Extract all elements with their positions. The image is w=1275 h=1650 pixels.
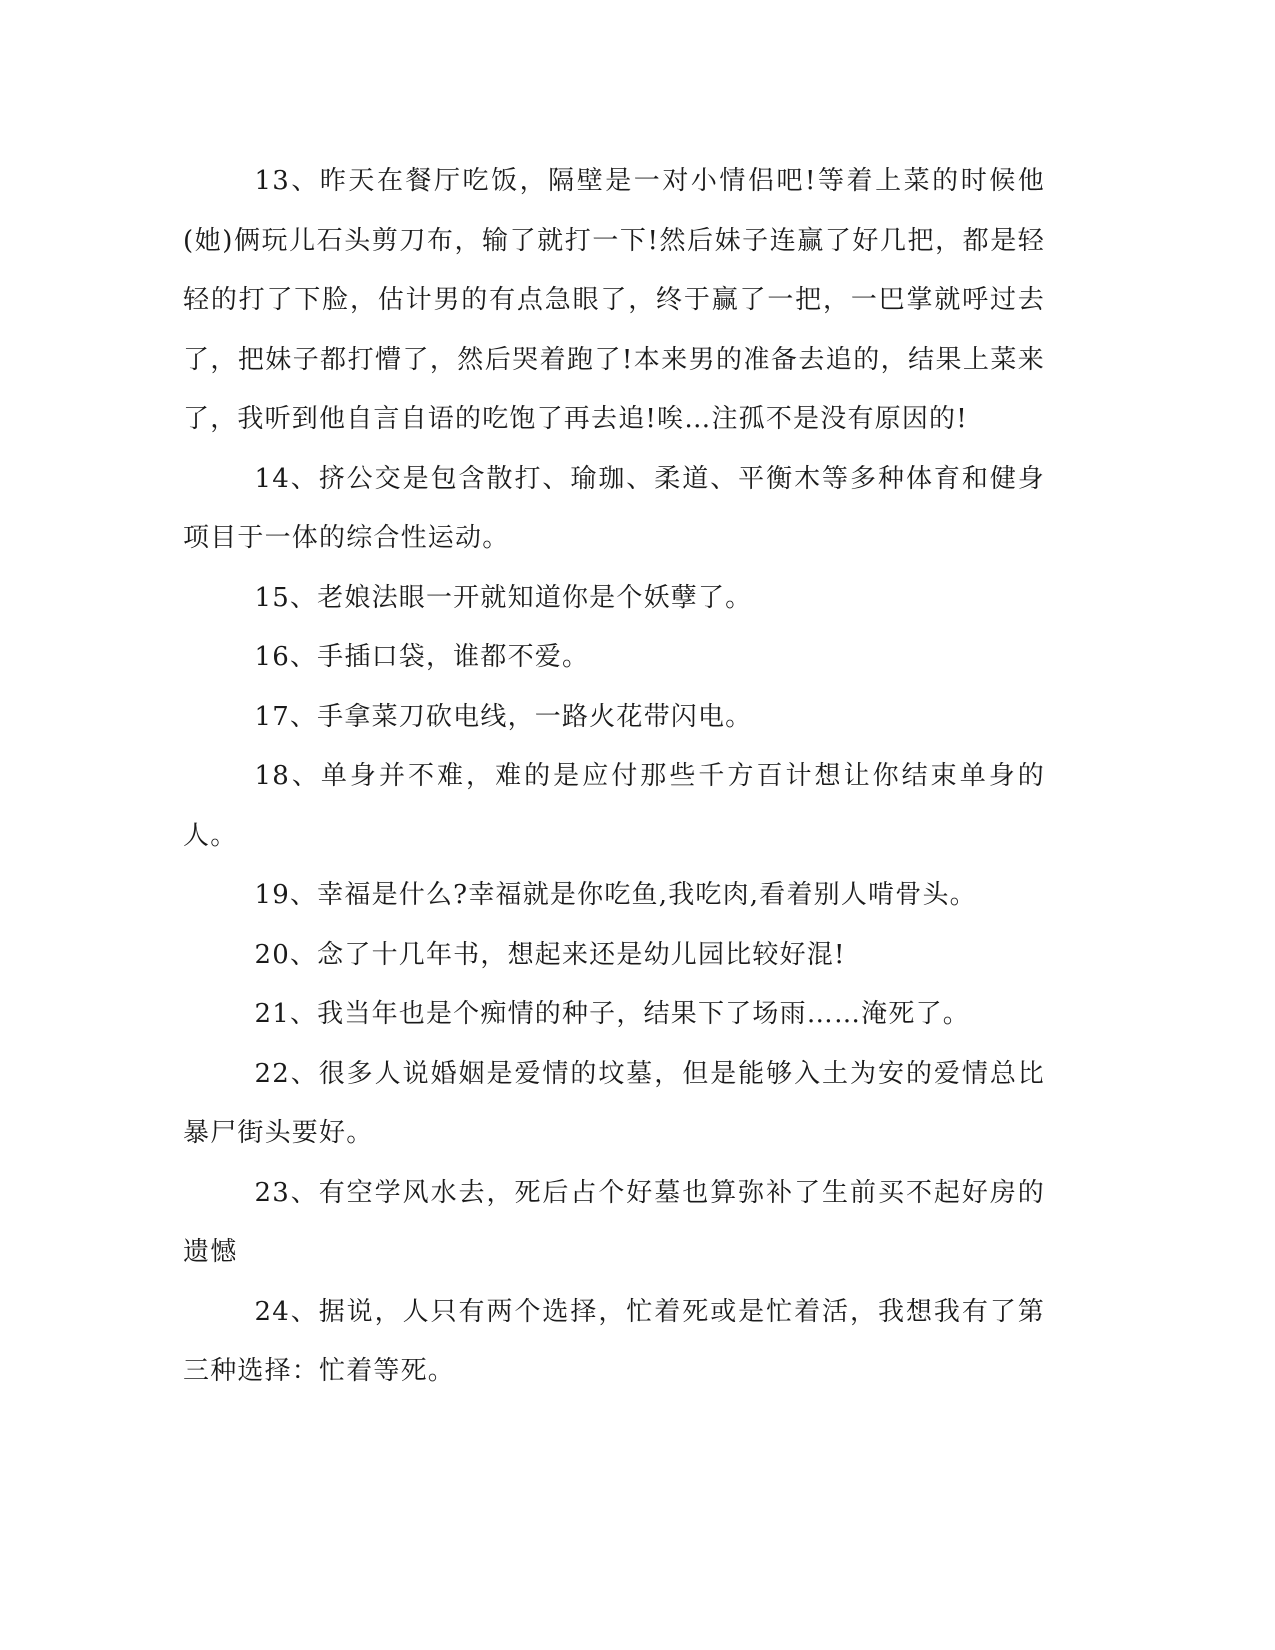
paragraph-16: 16、手插口袋，谁都不爱。 (254, 642, 590, 672)
paragraph-20: 20、念了十几年书，想起来还是幼儿园比较好混! (254, 939, 846, 970)
paragraph-23: 23、有空学风水去，死后占个好墓也算弥补了生前买不起好房的遗憾 (183, 1177, 1045, 1267)
paragraph-19: 19、幸福是什么?幸福就是你吃鱼,我吃肉,看着别人啃骨头。 (254, 880, 977, 910)
paragraph-22: 22、很多人说婚姻是爱情的坟墓，但是能够入土为安的爱情总比暴尸街头要好。 (183, 1058, 1045, 1148)
paragraph-21: 21、我当年也是个痴情的种子，结果下了场雨……淹死了。 (254, 999, 970, 1029)
document-body (183, 152, 1045, 1402)
paragraph-17: 17、手拿菜刀砍电线，一路火花带闪电。 (254, 701, 753, 732)
paragraph-18: 18、单身并不难，难的是应付那些千方百计想让你结束单身的人。 (183, 761, 1045, 851)
paragraph-24: 24、据说，人只有两个选择，忙着死或是忙着活，我想我有了第三种选择：忙着等死。 (183, 1296, 1045, 1386)
paragraph-14: 14、挤公交是包含散打、瑜珈、柔道、平衡木等多种体育和健身项目于一体的综合性运动。 (183, 463, 1045, 553)
paragraph-13: 13、昨天在餐厅吃饭，隔壁是一对小情侣吧!等着上菜的时候他(她)俩玩儿石头剪刀布，输了就打一下!然后妹子连赢了好几把，都是轻轻的打了下脸，估计男的有点急眼了，终于赢了一把，一巴掌就呼过去了，把妹子都打懵了，然后哭着跑了!本来男的准备去追的，结果上菜来了，我听到他自言自语的吃饱了再去追!唉…注孤不是没有原因的! (183, 166, 1045, 434)
paragraph-15: 15、老娘法眼一开就知道你是个妖孽了。 (254, 582, 753, 613)
